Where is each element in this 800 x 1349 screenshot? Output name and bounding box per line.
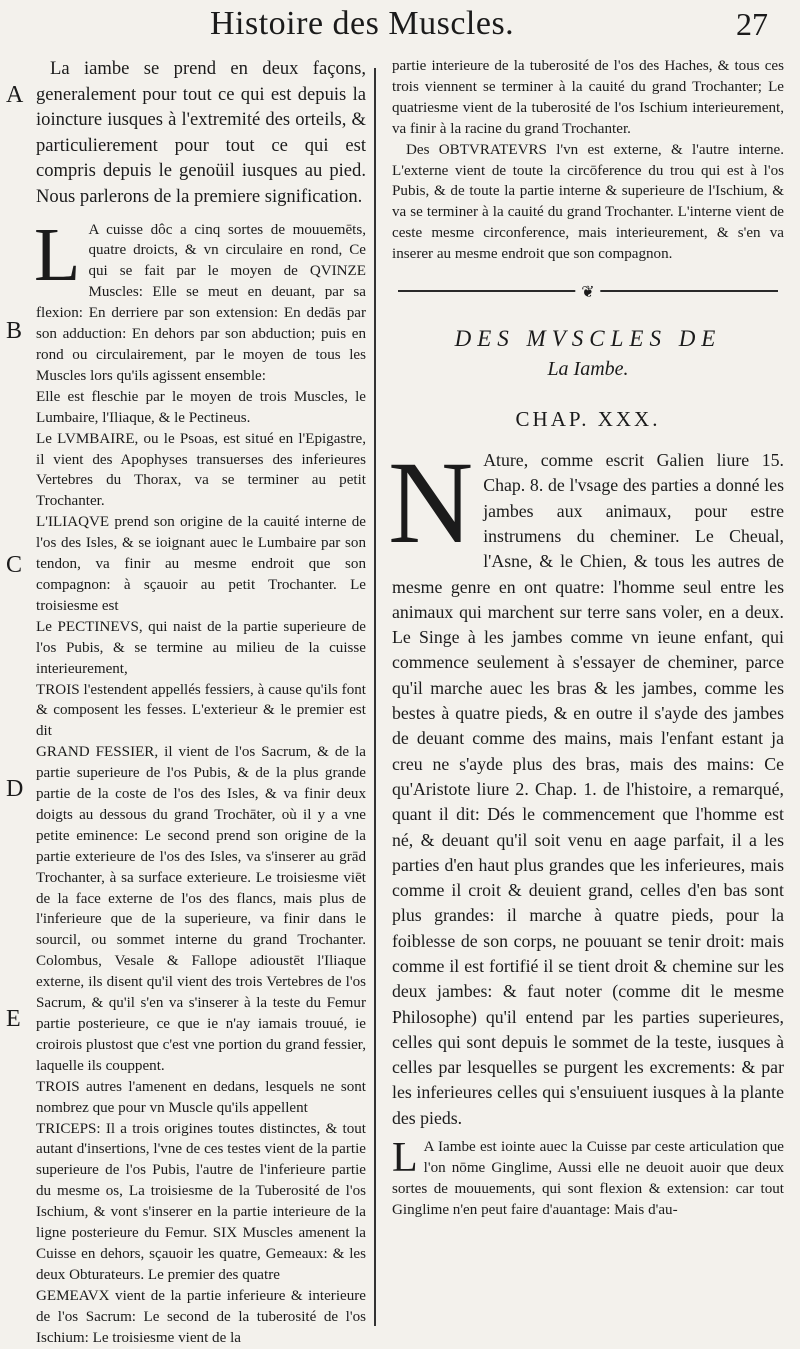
paragraph-gemeaux: GEMEAVX vient de la partie inferieure & interieure de l'os Sacrum: Le second de la tuberosité de l'os Ischium: Le troisiesme vient de la [36,1287,366,1346]
paragraph-iambe-definition: La iambe se prend en deux façons, generalement pour tout ce qui est depuis la ioincture iusques à l'extremité des orteils, & particulierement pour tout ce qui est compris depuis le genoüil iusques au pied. Nous parlerons de la premiere signification. [36,58,366,207]
drop-cap-letter: L [392,1135,418,1182]
fleuron-ornament-icon: ❦ [575,282,600,302]
paragraph-pectineus: Le PECTINEVS, qui naist de la partie superieure de l'os Pubis, & se termine au milieu de la cuisse interieurement, [36,618,366,677]
paragraph-ginglime [392,1137,784,1221]
chapter-heading: CHAP. XXX. [515,407,661,432]
margin-letter-a: A [6,82,24,108]
margin-letter-e: E [6,1006,21,1032]
paragraph-iliaque: L'ILIAQVE prend son origine de la cauité interne de l'os des Isles, & se ioignant auec le Lumbaire par son tendon, va finir au mesme endroit que son compagnon: à sçauoir au petit Trochanter. Le troisiesme est [36,514,366,614]
right-column [388,56,784,1221]
paragraph-text: A Iambe est iointe auec la Cuisse par ceste articulation que l'on nōme Ginglime, Aussi elle ne deuoit auoir que deux sortes de mouuements, qui sont flexion & extension: car tout Ginglime n'en peut faire d'auantage: Mais d'au- [392,1139,784,1218]
paragraph-cuisse-mouvements [34,212,366,387]
margin-letter-d: D [6,776,24,802]
page-number: 27 [736,6,768,42]
drop-cap-letter: L [34,212,81,297]
drop-cap-letter: N [388,437,474,569]
page-header [200,2,780,46]
paragraph-obturateurs: Des OBTVRATEVRS l'vn est externe, & l'autre interne. L'externe vient de toute la circōference du trou qui est à l'os Pubis, & de toute la partie interne & superieure de l'Ischium, & va se terminer à la cauité du grand Trochanter. L'interne vient de ceste mesme circonference, mais interieurement, & s'en va inserer au mesme endroit que son compagnon. [392,141,784,263]
paragraph-nature-jambes [388,437,784,1131]
margin-letter-c: C [6,552,23,578]
running-title: Histoire des Muscles. [210,5,515,42]
column-divider [374,68,376,1326]
section-subtitle: La Iambe. [547,358,629,381]
section-title: DES MVSCLES DE [454,326,722,352]
paragraph-text: A cuisse dôc a cinq sortes de mouuemēts, quatre droicts, & vn circulaire en rond, Ce qui se fait par le moyen de QVINZE Muscles: Elle se meut en deuant, par sa flexion: En derriere par son extension: En dedās par son adduction: En dehors par son abduction; puis en rond ou circulairement, par le moyen de tous les Muscles lors qu'ils agissent ensemble: [36,221,366,384]
paragraph-triceps: TRICEPS: Il a trois origines toutes distinctes, & tout autant d'insertions, l'vne de ces testes vient de la partie superieure de l'os Pubis, l'autre de l'inferieure partie du mesme os, La troisiesme de la Tuberosité de l'os Ischium, & vont s'inserer en la partie interieure de la ligne posterieure du Femur. SIX Muscles amenent la Cuisse en dehors, sçauoir les quatre, Gemeaux: & les deux Obturateurs. Le premier des quatre [36,1120,366,1283]
paragraph-lumbaire: Le LVMBAIRE, ou le Psoas, est situé en l'Epigastre, il vient des Apophyses transuerses des inferieures Vertebres du Thorax, va se terminer au petit Trochanter. [36,430,366,510]
paragraph-flexion: Elle est fleschie par le moyen de trois Muscles, le Lumbaire, l'Iliaque, & le Pectineus. [36,388,366,426]
paragraph-fessiers: TROIS l'estendent appellés fessiers, à cause qu'ils font & composent les fesses. L'exterieur & le premier est dit [36,681,366,740]
section-divider [392,281,784,301]
paragraph-gemeaux-continued: partie interieure de la tuberosité de l'os des Haches, & tous ces trois viennent se terminer à la cauité du grand Trochanter; Le quatriesme vient de la tuberosité de l'os Ischium interieurement, va finir à la racine du grand Trochanter. [392,58,784,137]
paragraph-text: Ature, comme escrit Galien liure 15. Chap. 8. de l'vsage des parties a donné les jambes aux animaux, pour estre instrumens du cheminer. Le Cheual, l'Asne, & le Chien, & tous les autres de mesme genre en ont quatre: l'homme seul entre les animaux qui marchent sur terre sans voler, en a deux. Le Singe à les jambes comme vn ieune enfant, qui commence seulement à s'essayer de cheminer, parce qu'il marche auec les bras & les jambes, comme les bestes à quatre pieds, & en outre il s'ayde des jambes de deuant comme des mains, mais l'enfant estant ja creu ne s'ayde plus des bras, mais des mains: Ce qu'Aristote liure 2. Chap. 1. de l'histoire, a remarqué, quant il dit: Dés le commencement que l'homme est né, & deuant qu'il soit venu en aage parfait, il a les parties d'en haut plus grandes que les inferieures, mais comme il croit & deuient grand, celles d'en bas sont plus grandes: il marche à quatre pieds, pour la foiblesse de son corps, ne pouuant se tenir droit: mais comme il est fortifié il se tient droit & chemine sur les deux jambes: & faut noter (comme dit le mesme Philosophe) qu'il entend par les parties superieures, celles qui sont depuis le sommet de la teste, iusques à celles par lesquelles se purgent les excrements: & par les inferieures celles qui s'ensuiuent iusques à la plante des pieds. [392,450,784,1128]
paragraph-adducteurs: TROIS autres l'amenent en dedans, lesquels ne sont nombrez que pour vn Muscle qu'ils appellent [36,1078,366,1116]
paragraph-grand-fessier: GRAND FESSIER, il vient de l'os Sacrum, & de la partie superieure de l'os Pubis, & de la plus grande partie de la coste de l'os des Isles, & va finir deux doigts au dessous du grand Trochāter, où il y a vne petite eminence: Le second prend son origine de la partie exterieure de l'os des Isles, va s'inserer au grād Trochanter, à sa surface exterieure. Le troisiesme viēt de la face externe de l'os des flancs, mais plus de l'inferieure que de la superieure, va finir dans le sourcil, ou sommet interne du grand Trochanter. Colombus, Vesale & Fallope adioustēt l'Iliaque externe, ils disent qu'il vient des trois Vertebres de l'os Sacrum, & qu'il s'en va s'inserer à la teste du Femur partie posterieure, ce que ie n'ay iamais trouué, ie croirois plustost que c'est vne portion du grand fessier, laquelle ils couppent. [36,744,366,1074]
margin-letter-b: B [6,318,23,344]
left-column [6,56,366,1349]
